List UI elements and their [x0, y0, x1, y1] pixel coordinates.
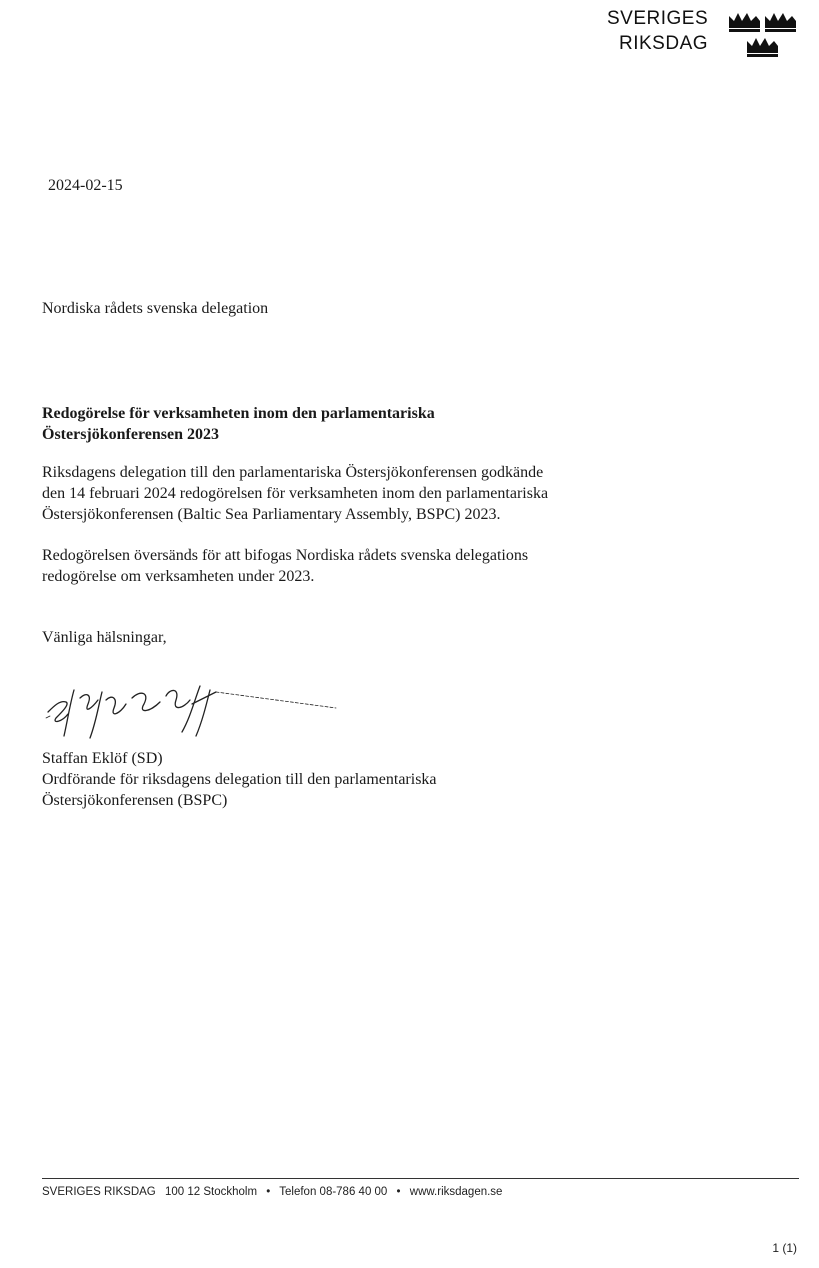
paragraph-line: Östersjökonferensen (Baltic Sea Parliamentary Assembly, BSPC) 2023.: [42, 506, 501, 523]
footer-website: www.riksdagen.se: [409, 1186, 503, 1198]
greeting: Vänliga hälsningar,: [42, 629, 167, 646]
footer-divider: [42, 1178, 799, 1179]
recipient: Nordiska rådets svenska delegation: [42, 300, 269, 317]
signer-title: Ordförande för riksdagens delegation till den parlamentariska: [42, 771, 437, 788]
three-crowns-icon: [727, 10, 799, 58]
footer: [42, 1186, 502, 1198]
footer-separator: •: [266, 1186, 271, 1198]
heading-line: Östersjökonferensen 2023: [42, 426, 220, 443]
letter-date: 2024-02-15: [48, 177, 123, 194]
handwritten-signature: [40, 678, 340, 748]
logo-line-riksdag: RIKSDAG: [619, 33, 709, 54]
signer-title: Östersjökonferensen (BSPC): [42, 792, 228, 809]
body-paragraph-2: [42, 545, 702, 587]
letter-heading: [42, 403, 602, 445]
page-number: 1 (1): [772, 1241, 797, 1255]
footer-org: SVERIGES RIKSDAG: [42, 1186, 156, 1198]
heading-line: Redogörelse för verksamheten inom den parlamentariska: [42, 405, 435, 422]
paragraph-line: Redogörelsen översänds för att bifogas Nordiska rådets svenska delegations: [42, 547, 529, 564]
paragraph-line: den 14 februari 2024 redogörelsen för verksamheten inom den parlamentariska: [42, 485, 549, 502]
footer-separator: •: [396, 1186, 401, 1198]
body-paragraph-1: [42, 462, 702, 525]
footer-phone: Telefon 08-786 40 00: [279, 1186, 388, 1198]
footer-address: 100 12 Stockholm: [164, 1186, 258, 1198]
paragraph-line: Riksdagens delegation till den parlamentariska Östersjökonferensen godkände: [42, 464, 544, 481]
paragraph-line: redogörelse om verksamheten under 2023.: [42, 568, 315, 585]
signer-block: [42, 748, 702, 811]
signer-name: Staffan Eklöf (SD): [42, 750, 163, 767]
logo-line-sveriges: SVERIGES: [607, 8, 709, 29]
